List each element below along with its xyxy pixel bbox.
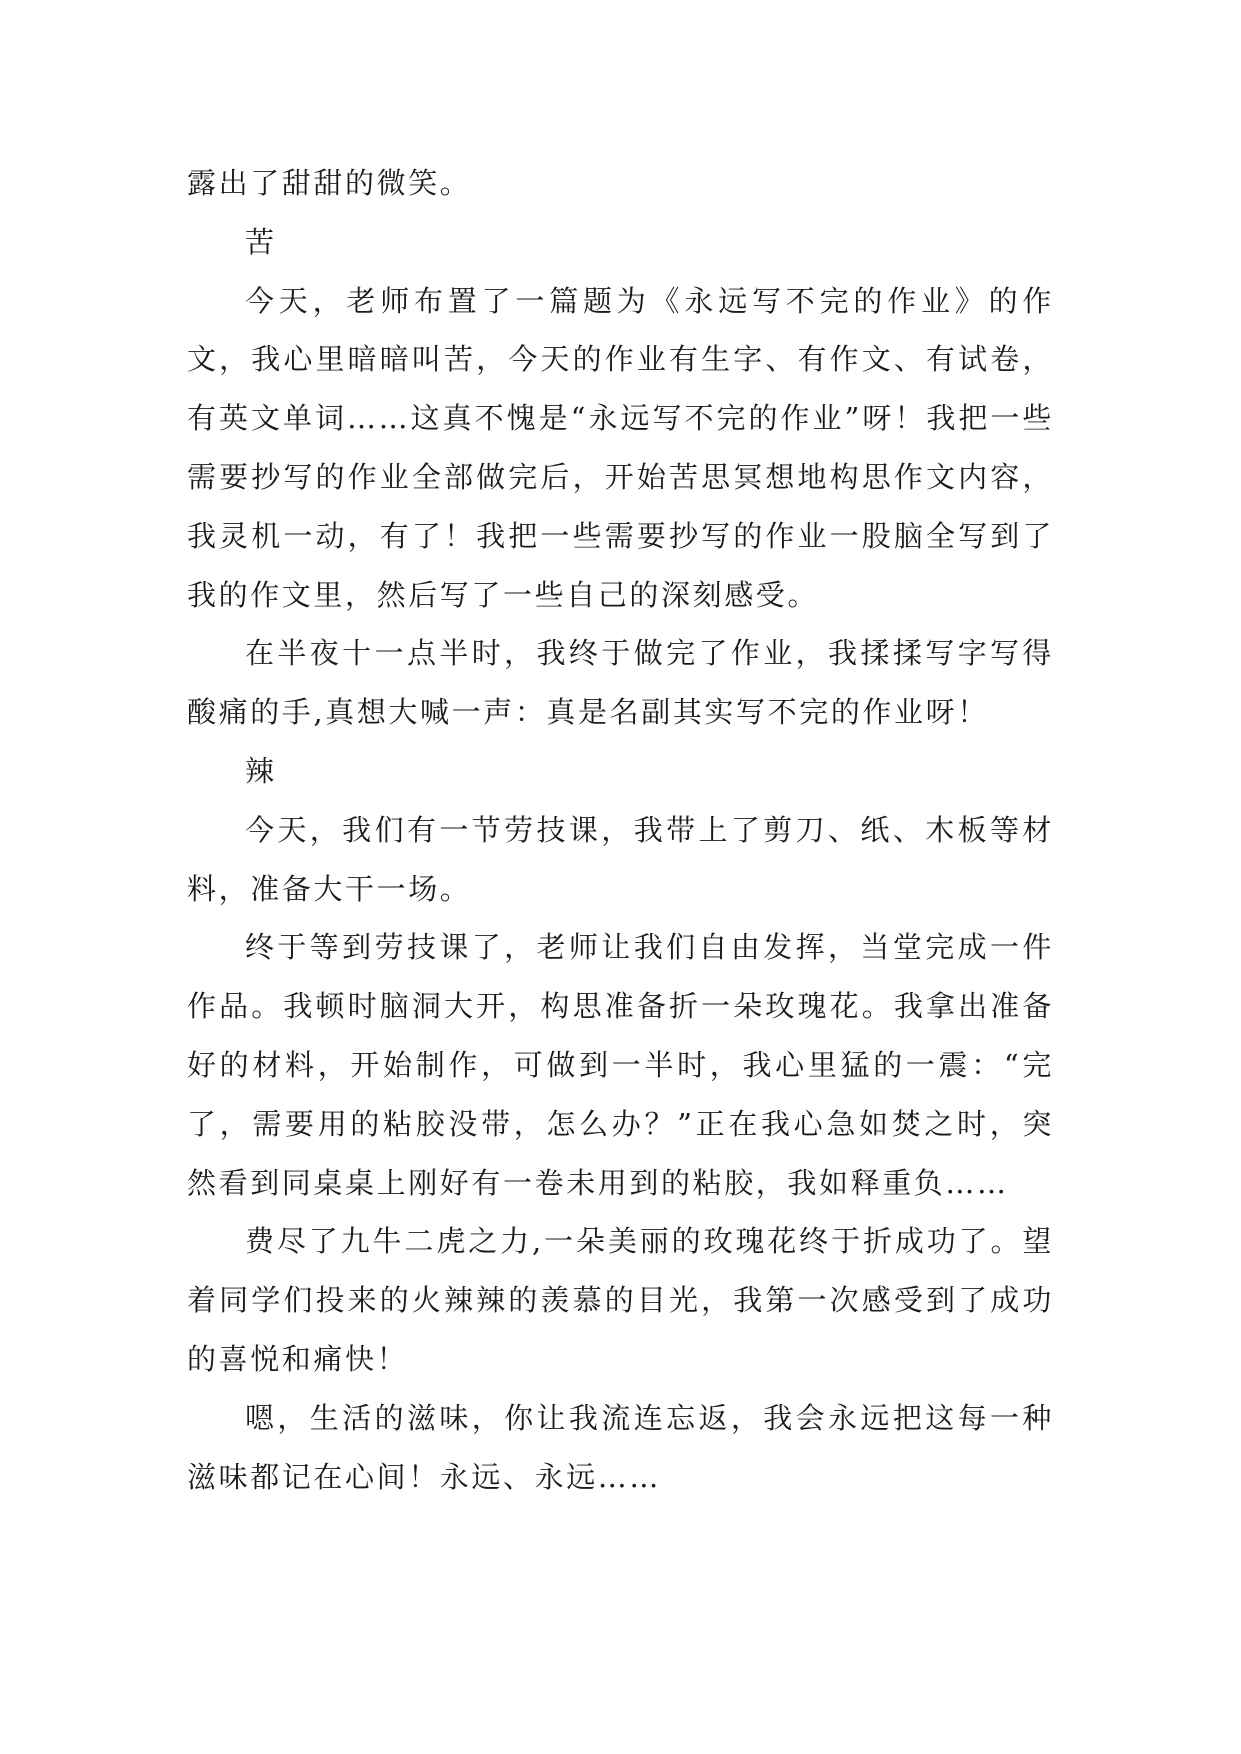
section-heading-bitter: 苦 <box>245 224 277 259</box>
paragraph-closing: 嗯，生活的滋味，你让我流连忘返，我会永远把这每一种滋味都记在心间！永远、永远…… <box>187 1400 1054 1494</box>
paragraph: 终于等到劳技课了，老师让我们自由发挥，当堂完成一件作品。我顿时脑洞大开，构思准备折一朵玫瑰花。我拿出准备好的材料，开始制作，可做到一半时，我心里猛的一震：“完了，需要用的粘胶没带，怎么办？”正在我心急如焚之时，突然看到同桌桌上刚好有一卷未用到的粘胶，我如释重负…… <box>187 930 1054 1200</box>
paragraph: 今天，老师布置了一篇题为《永远写不完的作业》的作文，我心里暗暗叫苦，今天的作业有生字、有作文、有试卷，有英文单词……这真不愧是“永远写不完的作业”呀！我把一些需要抄写的作业全部做完后，开始苦思冥想地构思作文内容，我灵机一动，有了！我把一些需要抄写的作业一股脑全写到了我的作文里，然后写了一些自己的深刻感受。 <box>187 283 1054 612</box>
section-heading-spicy: 辣 <box>245 753 277 788</box>
paragraph-continuation: 露出了甜甜的微笑。 <box>187 166 472 200</box>
document-body <box>187 154 1054 1506</box>
paragraph: 今天，我们有一节劳技课，我带上了剪刀、纸、木板等材料，准备大干一场。 <box>187 812 1054 906</box>
paragraph: 费尽了九牛二虎之力,一朵美丽的玫瑰花终于折成功了。望着同学们投来的火辣辣的羡慕的目光，我第一次感受到了成功的喜悦和痛快！ <box>187 1224 1054 1376</box>
paragraph: 在半夜十一点半时，我终于做完了作业，我揉揉写字写得酸痛的手,真想大喊一声：真是名副其实写不完的作业呀！ <box>187 636 1054 730</box>
